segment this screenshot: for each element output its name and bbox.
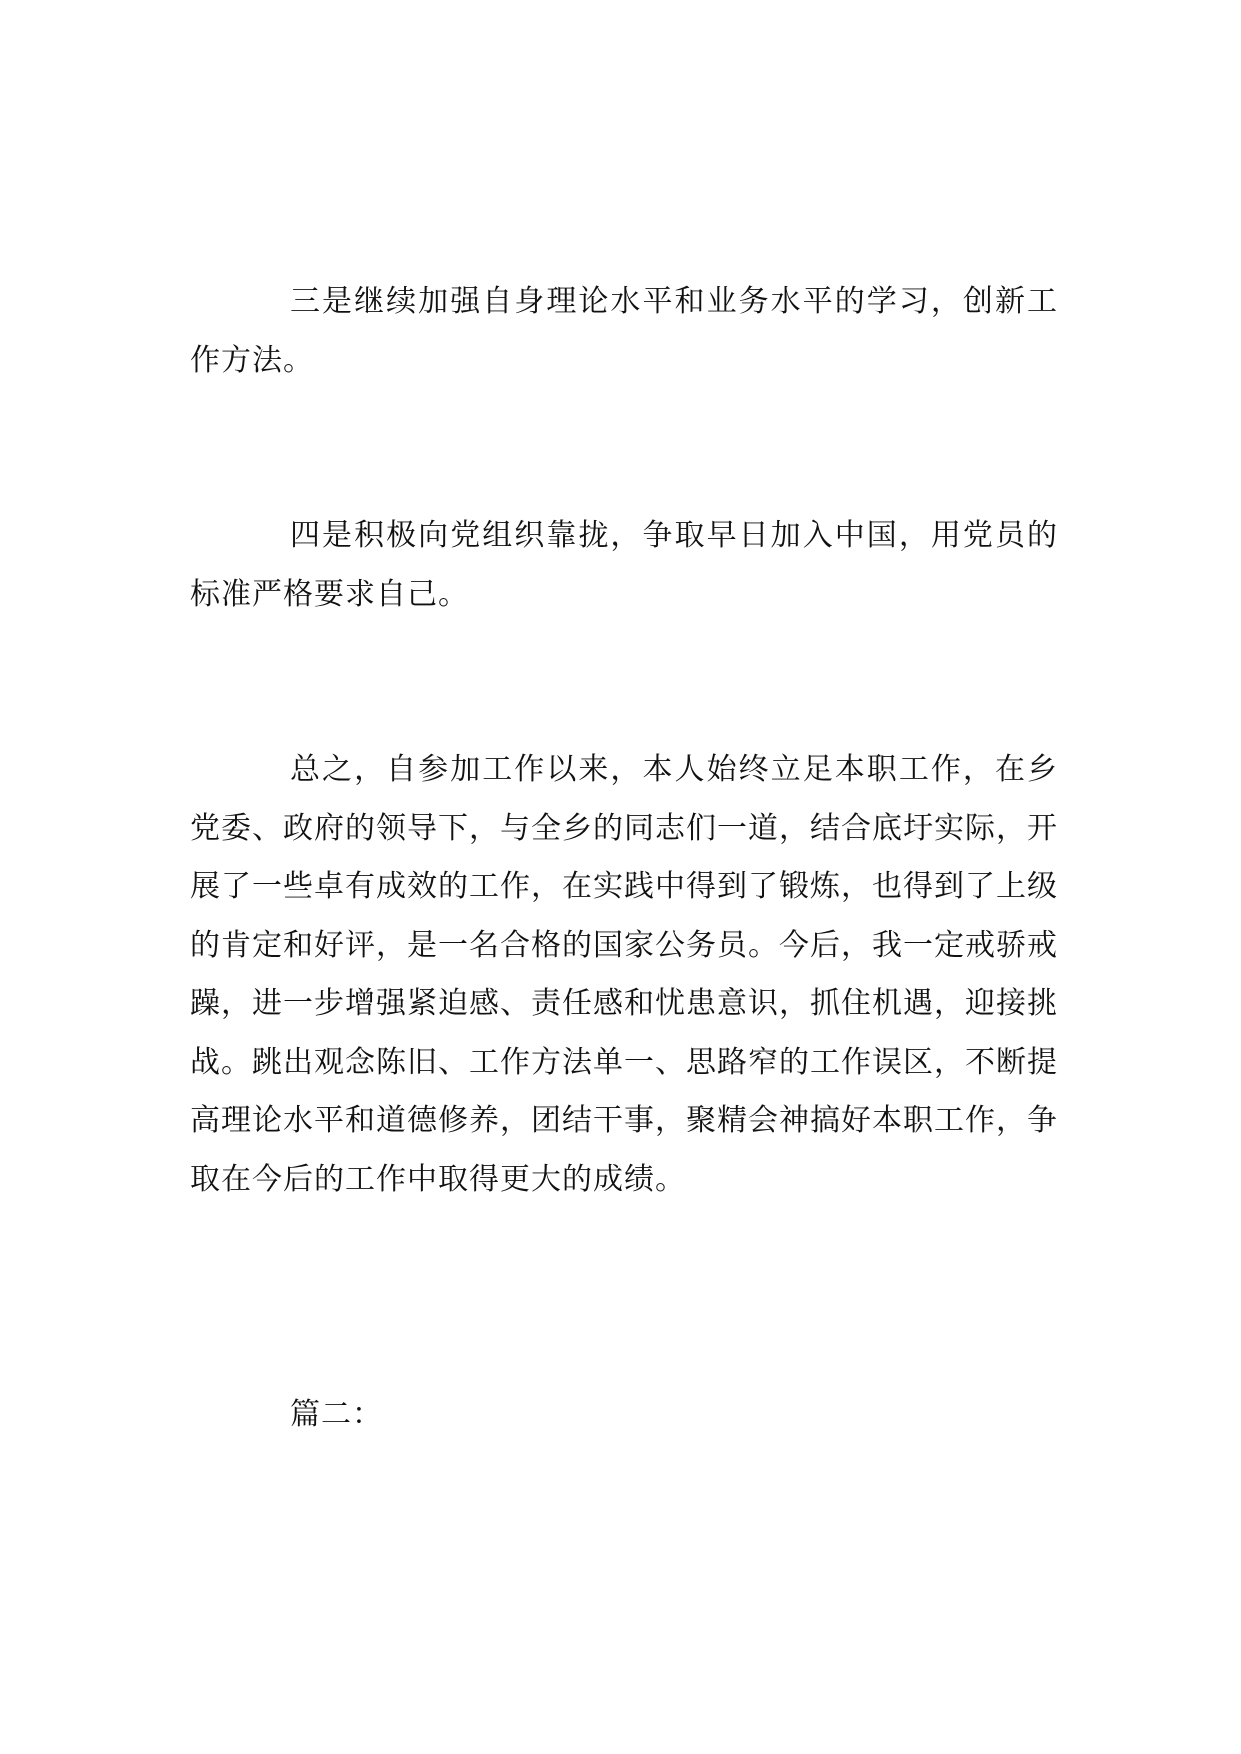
- paragraph-point-four: 四是积极向党组织靠拢，争取早日加入中国，用党员的标准严格要求自己。: [190, 518, 1058, 612]
- section-heading-part-two: 篇二：: [290, 1397, 383, 1432]
- paragraph-summary: 总之，自参加工作以来，本人始终立足本职工作，在乡党委、政府的领导下，与全乡的同志们一道，结合底圩实际，开展了一些卓有成效的工作，在实践中得到了锻炼，也得到了上级的肯定和好评，是一名合格的国家公务员。今后，我一定戒骄戒躁，进一步增强紧迫感、责任感和忧患意识，抓住机遇，迎接挑战。跳出观念陈旧、工作方法单一、思路窄的工作误区，不断提高理论水平和道德修养，团结干事，聚精会神搞好本职工作，争取在今后的工作中取得更大的成绩。: [190, 752, 1058, 1197]
- paragraph-point-three: 三是继续加强自身理论水平和业务水平的学习，创新工作方法。: [190, 284, 1058, 378]
